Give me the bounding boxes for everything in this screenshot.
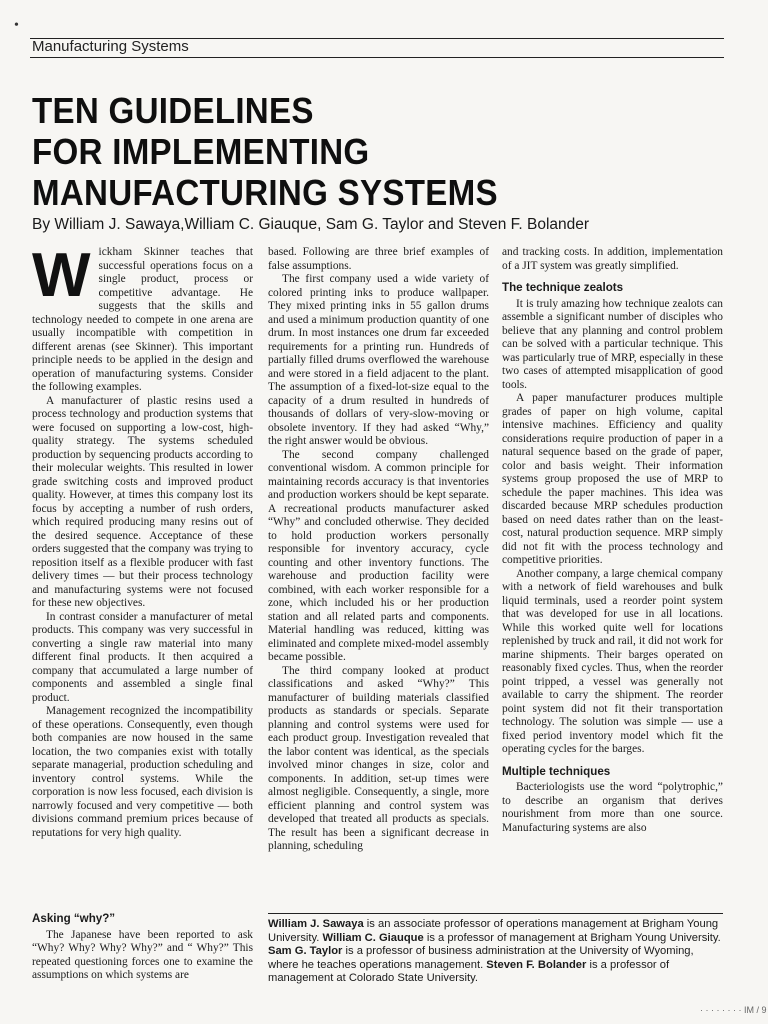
author-name: William C. Giauque: [322, 931, 424, 944]
paragraph: In contrast consider a manufacturer of metal products. This company was very successful in converting a single raw material into many different final products. It then acquired a company that accumulated a large number of components and assembled a single final product.: [32, 610, 253, 704]
bio-rule: [268, 913, 723, 914]
author-name: Sam G. Taylor: [268, 945, 343, 957]
title-line-3: MANUFACTURING SYSTEMS: [32, 172, 498, 213]
column-1: [32, 246, 253, 904]
paragraph: A manufacturer of plastic resins used a process technology and production systems that were focused on supporting a low-cost, high-quality strategy. The systems scheduled production by sequencing products according to their molecular weights. This resulted in lower grade switching costs and improved product quality. However, at times this company lost its focus by accepting a number of rush orders, which required producing many resins out of the desired sequence. Acceptance of these orders suggested that the company was trying to reposition itself as a flexible producer with fast delivery times — but their process technology and manufacturing systems were not focused for these new objectives.: [32, 394, 253, 609]
section-label: Manufacturing Systems: [32, 38, 189, 55]
drop-cap: W: [32, 246, 91, 310]
paragraph: Wickham Skinner teaches that successful operations focus on a single product, process or competitive advantage. He suggests that the skills and technology needed to compete in one arena are usually incompatible with competition in different arenas (see Skinner). This important principle needs to be applied in the design and operation of manufacturing systems. Consider the following examples.: [32, 246, 253, 393]
paragraph: Management recognized the incompatibility of these operations. Consequently, even though both companies are now housed in the same location, the two companies exist with totally separate managerial, production scheduling and inventory control systems. While the corporation is now less focused, each division is narrowly focused and very competitive — both divisions command premium prices because of reputations for very high quality.: [32, 705, 253, 839]
paragraph: The second company challenged conventional wisdom. A common principle for maintaining records accuracy is that inventories and production workers should be kept separate. A recreational products manufacturer asked “Why” and concluded otherwise. They decided to hold production workers personally responsible for inventory accuracy, cycle counting and other inventory functions. The warehouse and production facility were combined, with each worker responsible for a zone, which included his or her production station and all related parts and components. Material handling was reduced, kitting was eliminated and complete mixed-model assembly became possible.: [268, 448, 489, 663]
author-name: William J. Sawaya: [268, 918, 364, 930]
paragraph: It is truly amazing how technique zealots can assemble a significant number of disciples who believe that any planning and control problem can be solved with a particular technique. This was particularly true of MRP, especially in these two cases of attempted misapplication of good tools.: [502, 297, 723, 391]
paragraph: A paper manufacturer produces multiple grades of paper on high volume, capital intensive machines. Efficiency and quality considerations require production of paper in a natural sequence based on the grade of paper, color and basis weight. Their information systems group proposed the use of MRP to schedule the paper machines. This idea was discarded because MRP schedules production based on need dates rather than on the least-cost, natural production sequence. MRP simply did not fit with the process technology and competitive priorities.: [502, 392, 723, 566]
paragraph: The Japanese have been reported to ask “Why? Why? Why? Why?” and “ Why?” This repeated questioning forces one to examine the assumptions on which systems are: [32, 928, 253, 981]
header-rule-bottom: [30, 57, 724, 58]
article-title: [32, 90, 667, 213]
author-bio: William J. Sawaya is an associate professor of operations management at Brigham Young University. William C. Giauque is a professor of management at Brigham Young University. Sam G. Taylor is a professor of business administration at the University of Wyoming, where he teaches operations management. Steven F. Bolander is a professor of management at Colorado State University.: [268, 918, 721, 984]
paragraph: Another company, a large chemical company with a network of field warehouses and bulk liquid terminals, used a reorder point system that was developed for use in all locations. While this worked quite well for locations replenished by truck and rail, it did not work for marine shipments. Their barges operated on reasonably fixed cycles. Thus, when the reorder point tripped, a vessel was generally not available to carry the shipment. The reorder point system did not fit their transportation technology. The solution was simple — use a fixed period inventory model which fit the operating cycles for the barges.: [502, 567, 723, 755]
column-3: [502, 246, 723, 898]
section-heading: Asking “why?”: [32, 912, 116, 925]
paragraph: Bacteriologists use the word “polytrophic,” to describe an organism that derives nourishment from more than one source. Manufacturing systems are also: [502, 781, 723, 834]
byline: By William J. Sawaya,William C. Giauque, Sam G. Taylor and Steven F. Bolander: [32, 216, 590, 233]
paragraph: The first company used a wide variety of colored printing inks to produce wallpaper. They mixed printing inks in 55 gallon drums and used a minimum production quantity of one drum. In most instances one drum far exceeded requirements for a printing run. Hundreds of partially filled drums overflowed the warehouse and were stored in a field adjacent to the plant. The assumption of a fixed-lot-size equal to the capacity of a drum resulted in hundreds of thousands of dollars of very-slow-moving or obsolete inventory. If they had asked “Why,” the right answer would be obvious.: [268, 273, 489, 447]
paragraph: and tracking costs. In addition, implementation of a JIT system was greatly simplified.: [502, 246, 723, 272]
title-line-1: TEN GUIDELINES: [32, 90, 314, 131]
section-heading: Multiple techniques: [502, 764, 611, 778]
title-line-2: FOR IMPLEMENTING: [32, 131, 370, 172]
bullet-mark: •: [14, 18, 19, 33]
section-heading: The technique zealots: [502, 281, 624, 294]
author-name: Steven F. Bolander: [486, 958, 587, 971]
paragraph: The third company looked at product classifications and asked “Why?” This manufacturer of building materials classified products as standards or specials. Separate planning and control systems were used for each product group. Investigation revealed that the labor content was identical, as the specials involved minor changes in size, color and components. In addition, set-up times were almost negligible. Consequently, a single, more efficient planning and control system was developed that treated all products as specials. The result has been a significant decrease in planning, scheduling: [268, 664, 489, 852]
page-code: · · · · · · · · IM / 9: [700, 1005, 767, 1015]
column-2: [268, 246, 489, 904]
paragraph: based. Following are three brief examples of false assumptions.: [268, 246, 489, 272]
asking-why-section: [32, 912, 253, 983]
